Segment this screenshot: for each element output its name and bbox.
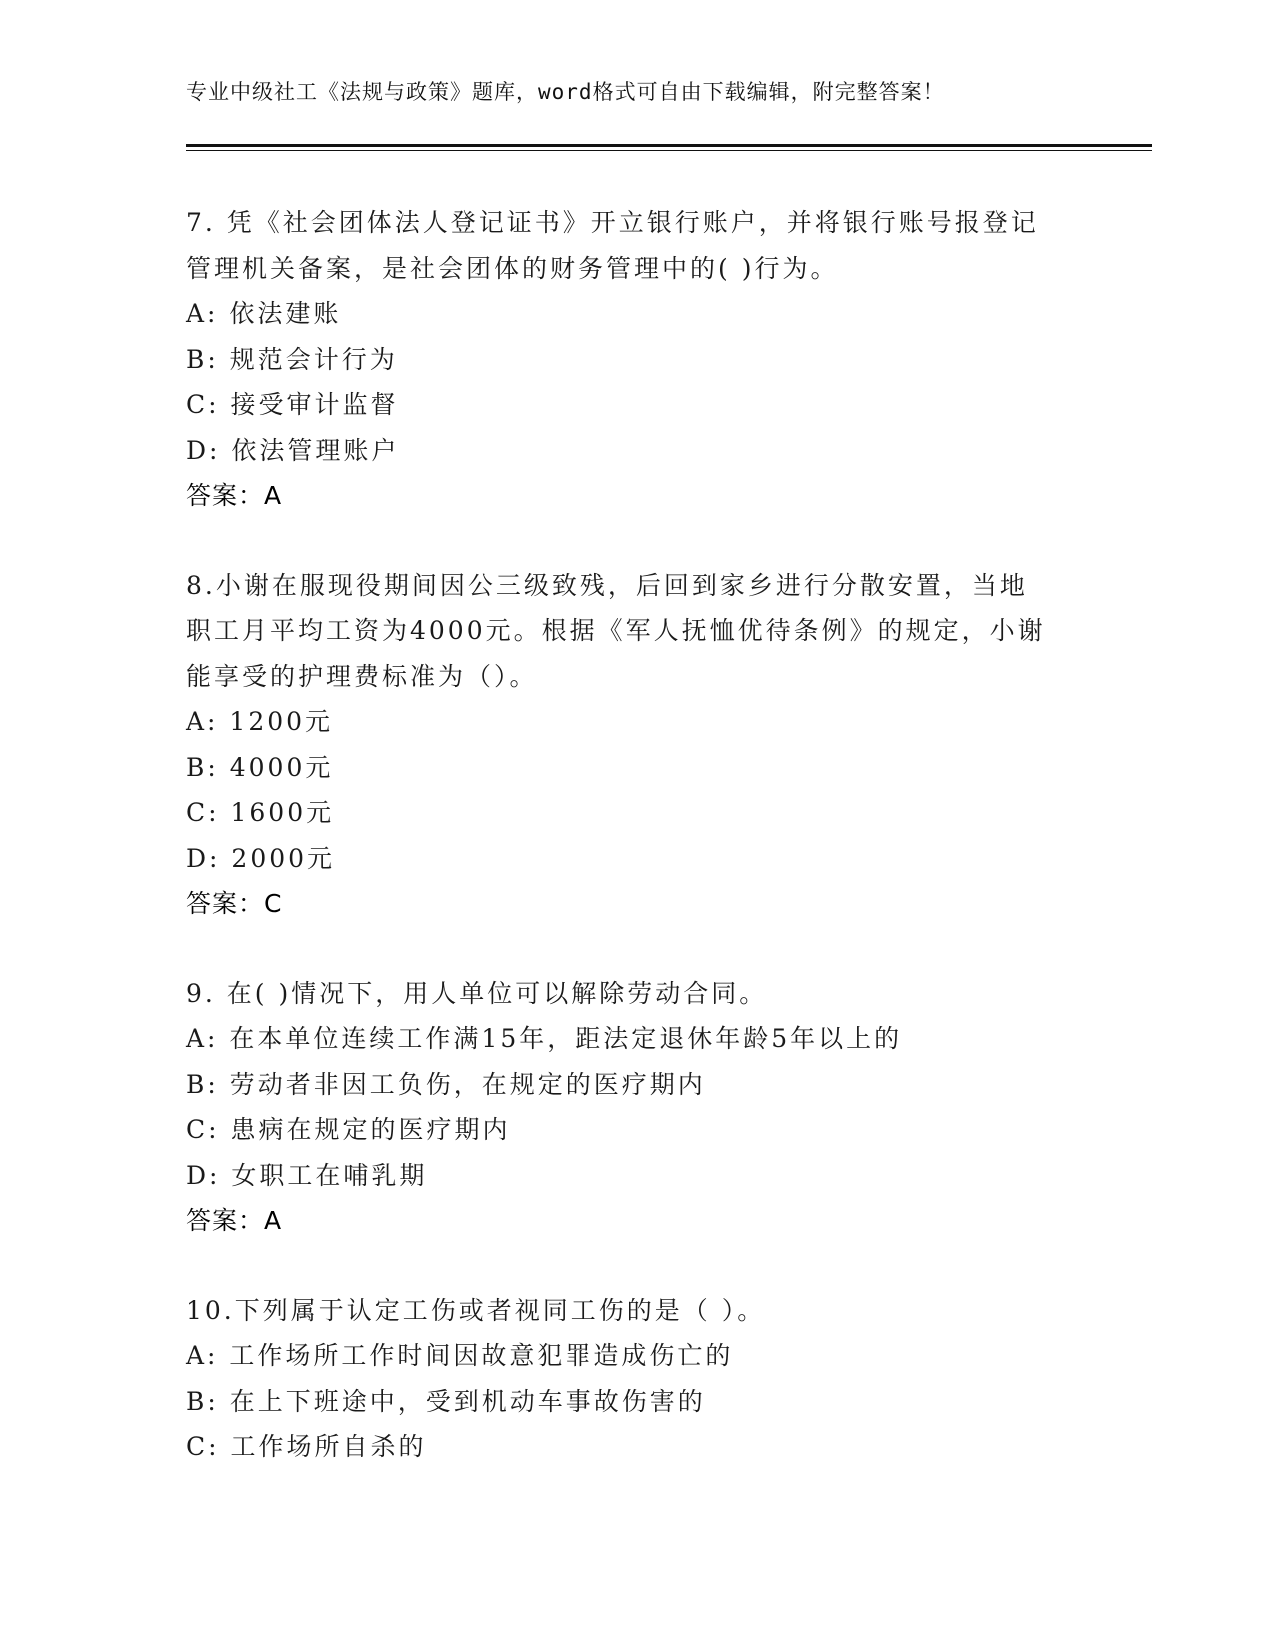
option-c: C: 接受审计监督 [186, 390, 399, 419]
option-c: C: 患病在规定的医疗期内 [186, 1115, 511, 1144]
question-stem-line: 8.小谢在服现役期间因公三级致残，后回到家乡进行分散安置，当地 [186, 570, 1028, 600]
answer-label: 答案：C [186, 889, 283, 918]
question-10 [186, 1288, 1086, 1470]
option-a: A: 1200元 [186, 707, 334, 736]
question-8 [186, 563, 1086, 927]
question-stem-line: 职工月平均工资为4000元。根据《军人抚恤优待条例》的规定，小谢 [186, 616, 1046, 645]
option-d: D: 2000元 [186, 843, 336, 873]
question-stem-line: 管理机关备案，是社会团体的财务管理中的( )行为。 [186, 253, 839, 283]
option-a: A: 依法建账 [186, 299, 342, 328]
option-a: A: 工作场所工作时间因故意犯罪造成伤亡的 [186, 1341, 734, 1370]
option-b: B: 劳动者非因工负伤，在规定的医疗期内 [186, 1069, 706, 1099]
question-stem-line: 7. 凭《社会团体法人登记证书》开立银行账户，并将银行账号报登记 [186, 208, 1039, 237]
answer-label: 答案：A [186, 1206, 283, 1235]
header-rule-thin [186, 150, 1152, 151]
question-7 [186, 200, 1086, 519]
option-c: C: 1600元 [186, 798, 335, 827]
option-c: C: 工作场所自杀的 [186, 1432, 427, 1461]
option-d: D: 依法管理账户 [186, 435, 400, 465]
question-list [186, 200, 1086, 1514]
option-b: B: 4000元 [186, 752, 334, 782]
question-stem-line: 10.下列属于认定工伤或者视同工伤的是（ ）。 [186, 1295, 766, 1325]
document-header: 专业中级社工《法规与政策》题库，word格式可自由下载编辑，附完整答案！ [186, 80, 945, 104]
option-b: B: 在上下班途中，受到机动车事故伤害的 [186, 1386, 706, 1416]
question-stem-line: 9. 在( )情况下，用人单位可以解除劳动合同。 [186, 978, 768, 1008]
option-a: A: 在本单位连续工作满15年，距法定退休年龄5年以上的 [186, 1024, 903, 1053]
option-b: B: 规范会计行为 [186, 344, 398, 374]
answer-label: 答案：A [186, 481, 283, 510]
option-d: D: 女职工在哺乳期 [186, 1160, 428, 1190]
question-9 [186, 971, 1086, 1244]
question-stem-line: 能享受的护理费标准为（）。 [186, 661, 538, 691]
header-rule-thick [186, 144, 1152, 147]
